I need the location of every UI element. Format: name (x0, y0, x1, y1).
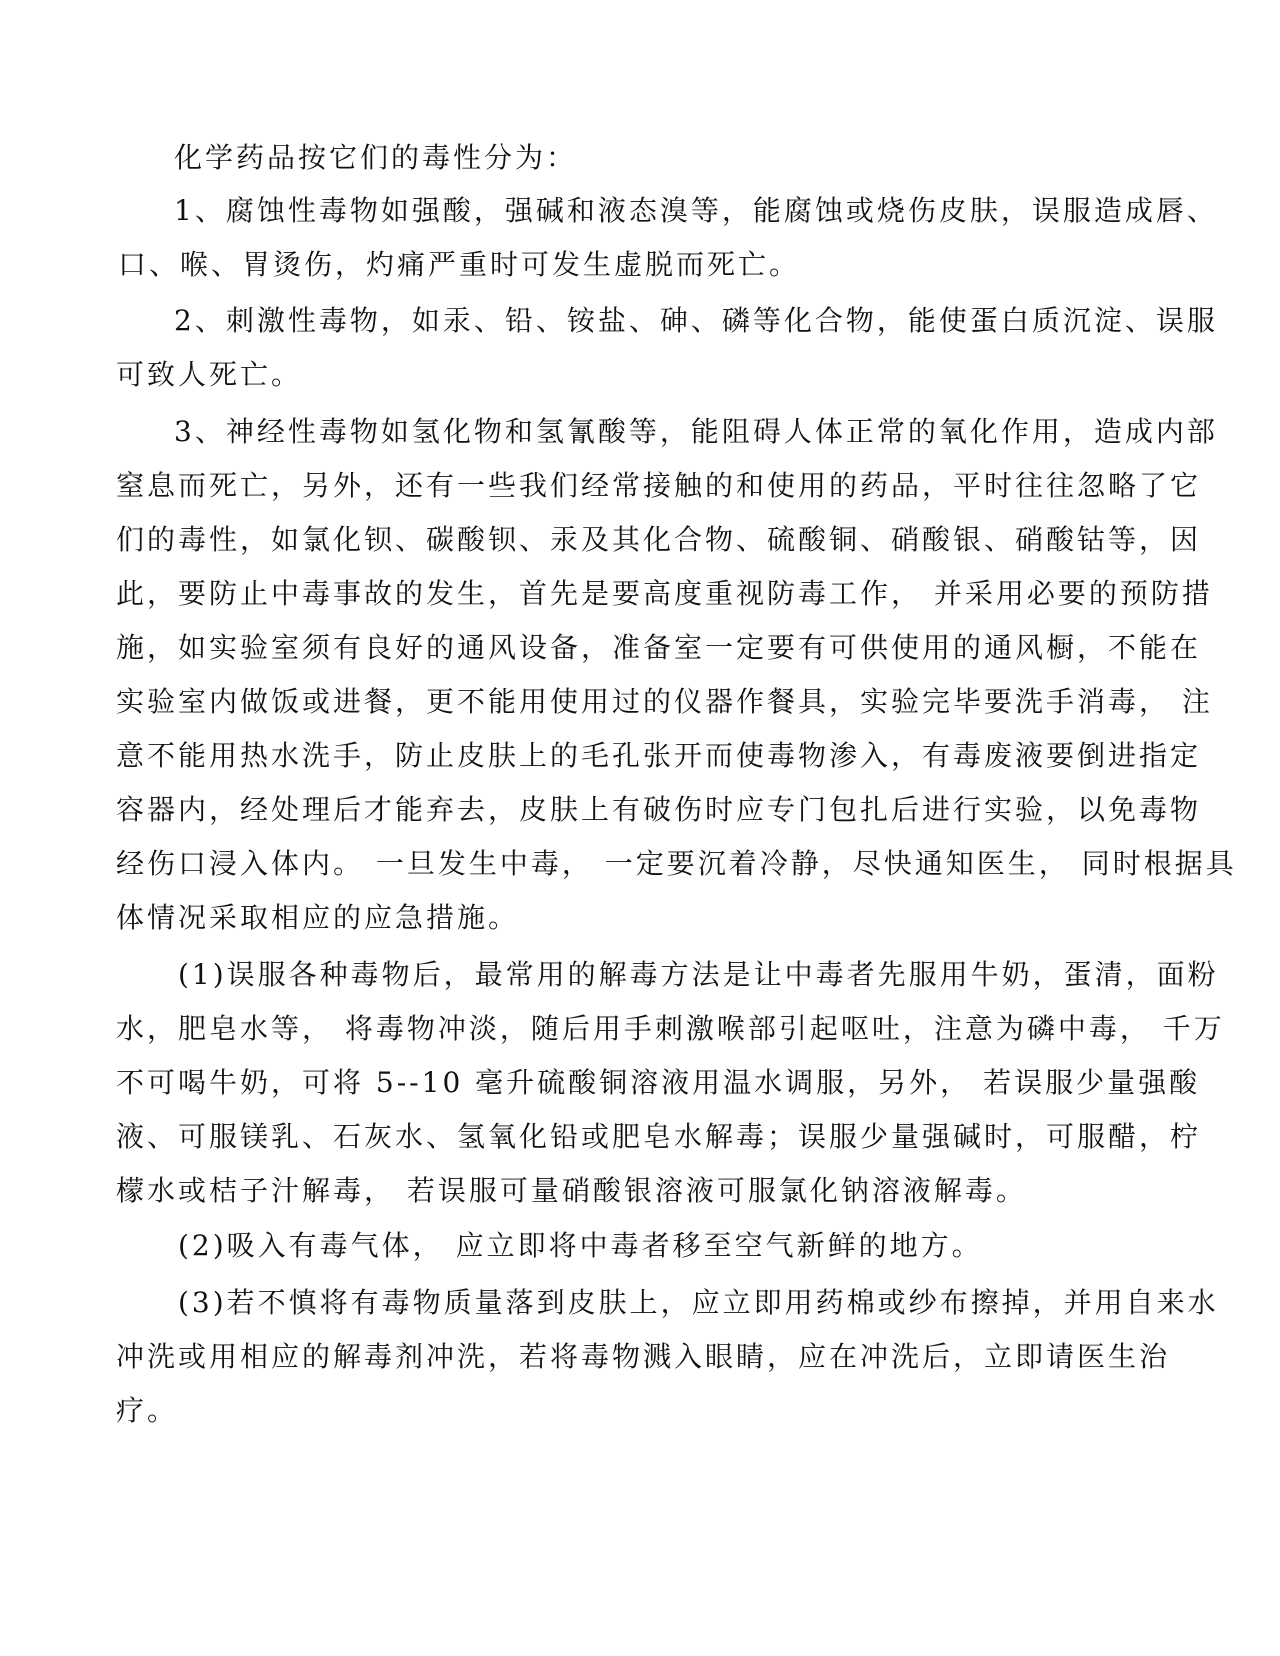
item-1-line-1: 1、腐蚀性毒物如强酸，强碱和液态溴等，能腐蚀或烧伤皮肤，误服造成唇、 (174, 194, 1218, 227)
item-3-line-4: 此，要防止中毒事故的发生，首先是要高度重视防毒工作， 并采用必要的预防措 (116, 577, 1213, 610)
item-3-line-1: 3、神经性毒物如氢化物和氢氰酸等，能阻碍人体正常的氧化作用，造成内部 (174, 415, 1218, 448)
measure-1-line-1: (1)误服各种毒物后，最常用的解毒方法是让中毒者先服用牛奶，蛋清，面粉 (178, 958, 1219, 991)
measure-1-line-5: 檬水或桔子汁解毒， 若误服可量硝酸银溶液可服氯化钠溶液解毒。 (116, 1174, 1027, 1207)
item-3-line-8: 容器内，经处理后才能弃去，皮肤上有破伤时应专门包扎后进行实验，以免毒物 (116, 793, 1202, 826)
measure-1-line-2: 水，肥皂水等， 将毒物冲淡，随后用手刺激喉部引起呕吐，注意为磷中毒， 千万 (116, 1012, 1225, 1045)
measure-3-line-1: (3)若不慎将有毒物质量落到皮肤上，应立即用药棉或纱布擦掉，并用自来水 (178, 1286, 1219, 1319)
item-3-line-7: 意不能用热水洗手，防止皮肤上的毛孔张开而使毒物渗入，有毒废液要倒进指定 (116, 739, 1202, 772)
measure-1-line-4: 液、可服镁乳、石灰水、氢氧化铅或肥皂水解毒；误服少量强碱时，可服醋，柠 (116, 1120, 1202, 1153)
item-2-line-1: 2、刺激性毒物，如汞、铅、铵盐、砷、磷等化合物，能使蛋白质沉淀、误服 (174, 304, 1218, 337)
intro-line: 化学药品按它们的毒性分为： (174, 141, 578, 174)
measure-3-line-2: 冲洗或用相应的解毒剂冲洗，若将毒物溅入眼睛，应在冲洗后，立即请医生治 (116, 1340, 1171, 1373)
item-3-line-3: 们的毒性，如氯化钡、碳酸钡、汞及其化合物、硫酸铜、硝酸银、硝酸钴等，因 (116, 523, 1202, 556)
item-1-line-2: 口、喉、胃烫伤，灼痛严重时可发生虚脱而死亡。 (118, 248, 801, 281)
item-3-line-9: 经伤口浸入体内。 一旦发生中毒， 一定要沉着冷静，尽快通知医生， 同时根据具 (116, 847, 1237, 880)
item-3-line-10: 体情况采取相应的应急措施。 (116, 901, 520, 934)
item-3-line-6: 实验室内做饭或进餐，更不能用使用过的仪器作餐具，实验完毕要洗手消毒， 注 (116, 685, 1213, 718)
item-2-line-2: 可致人死亡。 (116, 358, 303, 391)
measure-3-line-3: 疗。 (116, 1394, 179, 1427)
item-3-line-2: 窒息而死亡，另外，还有一些我们经常接触的和使用的药品，平时往往忽略了它 (116, 469, 1202, 502)
measure-1-line-3: 不可喝牛奶，可将 5--10 毫升硫酸铜溶液用温水调服，另外， 若误服少量强酸 (116, 1066, 1201, 1099)
measure-2-line-1: (2)吸入有毒气体， 应立即将中毒者移至空气新鲜的地方。 (178, 1229, 983, 1262)
item-3-line-5: 施，如实验室须有良好的通风设备，准备室一定要有可供使用的通风橱，不能在 (116, 631, 1202, 664)
